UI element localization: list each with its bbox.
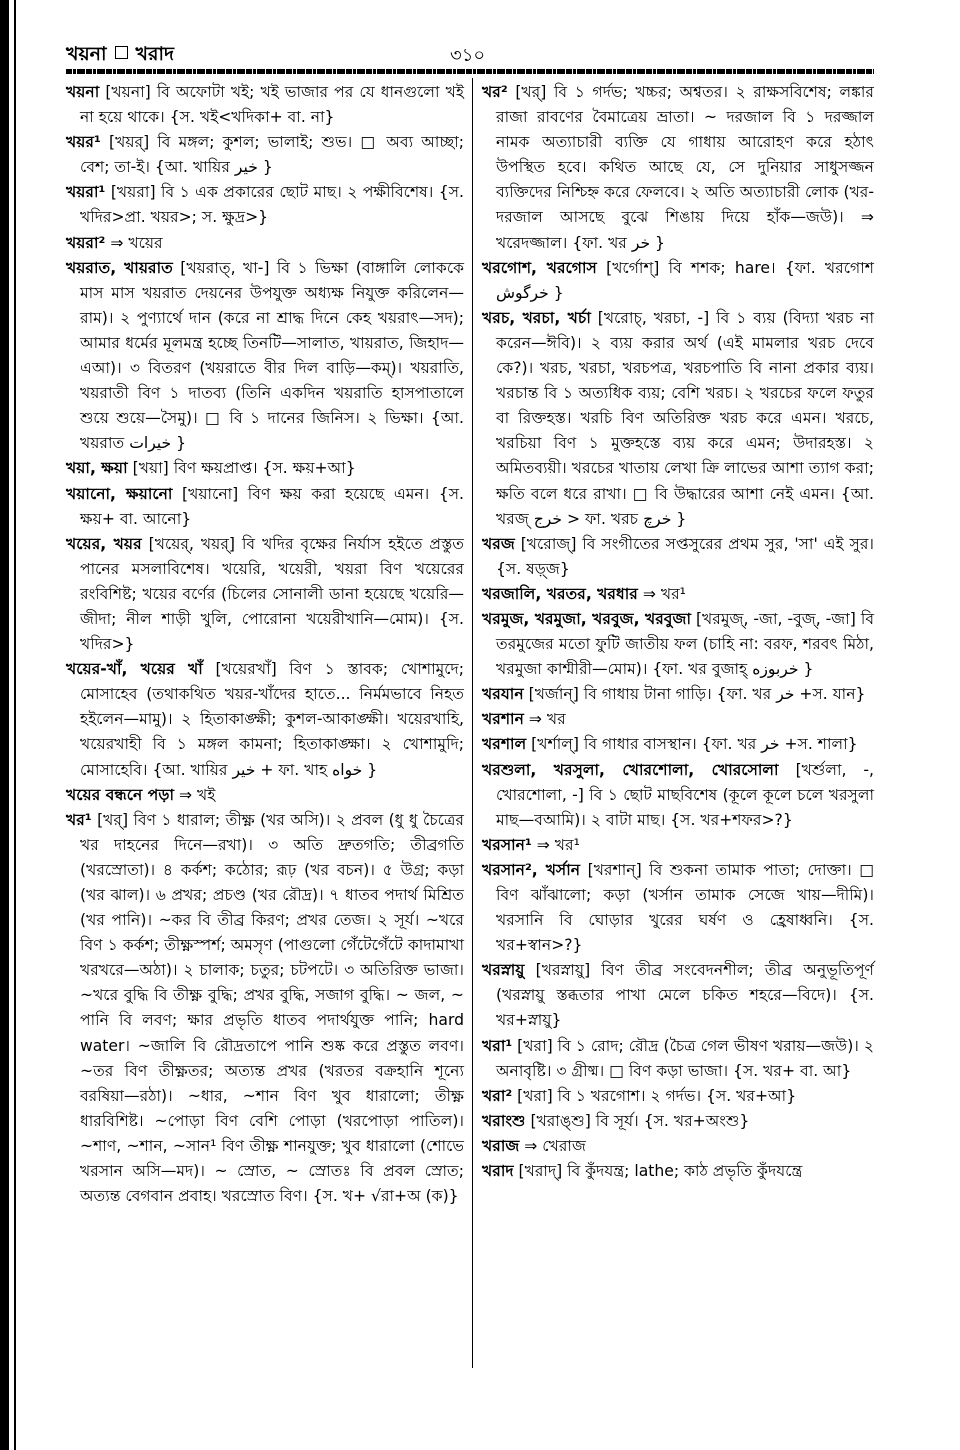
entry-definition: [খরোচ্, খরচা, -] বি ১ ব্যয় (বিদ্যা খরচ না করেন—ঈবি)। ২ ব্যয় করার অর্থ (এই মামলার খরচ দেবে কে?)। খরচ, খরচা, খরচপত্র, খরচপাতি বি নানা প্রকার ব্যয়। খরচান্ত বি ১ অত্যধিক ব্যয়; বেশি খরচ। ২ খরচের ফলে ফতুর বা রিক্তহস্ত। খরচি বিণ অতিরিক্ত খরচ করে এমন। খরচে, খরচিয়া বিণ ১ মুক্তহস্তে ব্যয় করে এমন; উদারহস্ত। ২ অমিতব্যয়ী। খরচের খাতায় লেখা ক্রি লাভের আশা ত্যাগ করা; ক্ষতি বলে ধরে রাখা। □ বি উদ্ধারের আশা নেই এমন। {আ. খরজ্ خرج > ফা. খরচ خرچ }: [496, 308, 874, 528]
guide-word-first: খয়না: [66, 43, 107, 65]
page-number: ৩১০: [450, 45, 486, 66]
dictionary-entry: [66, 482, 464, 532]
entry-headword: খরসান², খর্সান: [482, 860, 581, 879]
entry-headword: খয়র¹: [66, 133, 101, 152]
dictionary-entry: [66, 783, 464, 808]
entry-definition: [খরোজ্] বি সংগীতের সপ্তসুরের প্রথম সুর, 'সা' এই সুর। {স. ষড়্জ}: [496, 534, 874, 578]
dictionary-entry: [482, 582, 874, 607]
entry-definition: [খয়রাত্, খা-] বি ১ ভিক্ষা (বাঙ্গালি লোককে মাস মাস খয়রাত দেয়নের উপযুক্ত অধ্যক্ষ নিযুক্ত করিলেন—রাম)। ২ পুণ্যার্থে দান (করে না শ্রাদ্ধ দিনে কেহ খয়রাৎ—সদ); আমার ধর্মের মূলমন্ত্র হচ্ছে তিনটি—সালাত, খায়রাত, জিহাদ—এআ)। ৩ বিতরণ (খয়রাতে বীর দিল বাড়ি—কম্)। খয়রাতি, খয়রাতী বিণ ১ দাতব্য (তিনি একদিন খয়রাতি হাসপাতালে শুয়ে শুয়ে—সৈমু)। □ বি ১ দানের জিনিস। ২ ভিক্ষা। {আ. খয়রাত خيرات }: [80, 258, 464, 453]
guide-separator-box-icon: [115, 46, 128, 59]
entry-definition: [খরাদ্] বি কুঁদযন্ত্র; lathe; কাঠ প্রভৃতি কুঁদযন্ত্রে: [518, 1162, 803, 1181]
dictionary-entry: [482, 80, 874, 256]
dictionary-entry: [66, 456, 464, 481]
entry-definition: [খর্] বিণ ১ ধারাল; তীক্ষ্ণ (খর অসি)। ২ প্রবল (ধু ধু চৈত্রের খর দাহনের দিনে—রখা)। ৩ অতি দ্রুতগতি; তীব্রগতি (খরস্রোতা)। ৪ কর্কশ; কঠোর; রূঢ় (খর বচন)। ৫ উগ্র; কড়া (খর ঝাল)। ৬ প্রখর; প্রচণ্ড (খর রৌদ্র)। ৭ ধাতব পদার্থ মিশ্রিত (খর পানি)। ~কর বি তীব্র কিরণ; প্রখর তেজ। ২ সূর্য। ~খরে বিণ ১ কর্কশ; তীক্ষ্ণস্পর্শ; অমসৃণ (পাগুলো গেঁটেগেঁটে কাদামাখা খরখরে—অঠা)। ২ চালাক; চতুর; চটপটে। ৩ অতিরিক্ত ভাজা। ~খরে বুদ্ধি বি তীক্ষ্ণ বুদ্ধি; প্রখর বুদ্ধি, সজাগ বুদ্ধি। ~ জল, ~ পানি বি লবণ; ক্ষার প্রভৃতি ধাতব পদার্থযুক্ত পানি; hard water। ~জালি বি রৌদ্রতাপে পানি শুষ্ক করে প্রস্তুত লবণ। ~তর বিণ তীক্ষ্ণতর; অত্যন্ত প্রখর (খরতর বক্রহানি শূন্যে বরষিয়া—রঠা)। ~ধার, ~শান বিণ খুব ধারালো; তীক্ষ্ণ ধারবিশিষ্ট। ~পোড়া বিণ বেশি পোড়া (খরপোড়া পাতিল)। ~শাণ, ~শান, ~সান¹ বিণ তীক্ষ্ণ শানযুক্ত; খুব ধারালো (শোভে খরসান অসি—মদ)। ~ স্রোত, ~ স্রোতঃ বি প্রবল স্রোত; অত্যন্ত বেগবান প্রবাহ। খরস্রোত বিণ। {স. খ+ √রা+অ (ক)}: [80, 810, 464, 1206]
entry-headword: খয়রা²: [66, 233, 106, 252]
entry-headword: খর¹: [66, 810, 92, 829]
entry-headword: খরা²: [482, 1086, 513, 1105]
entry-headword: খরশাল: [482, 735, 527, 754]
entry-definition: [খর্জান্] বি গাধায় টানা গাড়ি। {ফা. খর خر +স. যান}: [528, 685, 866, 704]
dictionary-entry: [482, 958, 874, 1033]
entry-headword: খরমুজ, খরমুজা, খরবুজ, খরবুজা: [482, 609, 691, 628]
entry-definition: ⇒ খেরাজ: [524, 1136, 586, 1155]
entry-headword: খরাজ: [482, 1136, 520, 1155]
entry-definition: [খর্গোশ্] বি শশক; hare। {ফা. খরগোশ خرگوش }: [496, 258, 874, 302]
page-header: [66, 40, 874, 68]
entry-headword: খরগোশ, খরগোস: [482, 258, 597, 277]
entry-definition: [খরস্নায়ু] বিণ তীব্র সংবেদনশীল; তীব্র অনুভূতিপূর্ণ (খরস্নায়ু স্তব্ধতার পাখা মেলে চকিত শহরে—বিদে)। {স. খর+স্নায়ু}: [496, 961, 874, 1030]
entry-headword: খরজালি, খরতর, খরধার: [482, 584, 638, 603]
dictionary-entry: [66, 808, 464, 1210]
guide-word-last: খরাদ: [135, 43, 174, 65]
entry-definition: ⇒ খই: [178, 785, 216, 804]
dictionary-entry: [482, 758, 874, 833]
entry-headword: খয়রা¹: [66, 183, 106, 202]
entry-definition: [খরা] বি ১ খরগোশ। ২ গর্দভ। {স. খর+আ}: [517, 1086, 797, 1105]
dictionary-entry: [66, 231, 464, 256]
dictionary-entry: [66, 657, 464, 782]
guide-words: [66, 40, 174, 72]
dictionary-entry: [482, 833, 874, 858]
entry-definition: [খয়েরখাঁ] বিণ ১ স্তাবক; খোশামুদে; মোসাহেব (তথাকথিত খয়র-খাঁদের হাতে... নির্মমভাবে নিহত হইলেন—মামু)। ২ হিতাকাঙ্ক্ষী; কুশল-আকাঙ্ক্ষী। খয়েরখাহি, খয়েরখাহী বি ১ মঙ্গল কামনা; হিতাকাঙ্ক্ষা। ২ খোশামুদি; মোসাহেবি। {আ. খায়ির خير + ফা. খাহ خواه }: [80, 660, 464, 779]
entry-headword: খরস্নায়ু: [482, 961, 525, 980]
scan-edge-bar: [0, 0, 9, 1450]
entry-definition: [খয়র্] বি মঙ্গল; কুশল; ভালাই; শুভ। □ অব্য আচ্ছা; বেশ; তা-ই। {আ. খায়ির خير }: [80, 133, 464, 177]
dictionary-entry: [482, 306, 874, 532]
entry-definition: ⇒ খর: [528, 710, 566, 729]
entry-headword: খরসান¹: [482, 835, 532, 854]
dictionary-entry: [482, 707, 874, 732]
entry-definition: [খর্শুলা, -, খোরশোলা, -] বি ১ ছোট মাছবিশেষ (কূলে কূলে চলে খরসুলা মাছ—বআমি)। ২ বাটা মাছ। {স. খর+শফর>?}: [496, 760, 875, 829]
entry-headword: খরযান: [482, 685, 524, 704]
entry-definition: [খর্] বি ১ গর্দভ; খচ্চর; অশ্বতর। ২ রাক্ষসবিশেষ; লঙ্কার রাজা রাবণের বৈমাত্রেয় ভ্রাতা। ~ দরজাল বি ১ দরজ্জাল নামক অত্যাচারী ব্যক্তি যে গাধায় আরোহণ করে হঠাৎ উপস্থিত হবে। কথিত আছে যে, সে দুনিয়ার সাধুসজ্জন ব্যক্তিদের নিশ্চিহ্ন করে ফেলবে। ২ অতি অত্যাচারী লোক (খর-দরজাল আসছে বুঝে শিঙায় দিয়ে হাঁক—জউ)। ⇒ খরেদজ্জাল। {ফা. খর خر }: [496, 83, 874, 252]
entry-headword: খরশুলা, খরসুলা, খোরশোলা, খোরসোলা: [482, 760, 779, 779]
dictionary-entry: [482, 532, 874, 582]
entry-headword: খয়ের বন্ধনে পড়া: [66, 785, 174, 804]
entry-definition: [খরাঙ্শু] বি সূর্য। {স. খর+অংশু}: [530, 1111, 750, 1130]
dictionary-entry: [482, 1109, 874, 1134]
entry-headword: খরাংশু: [482, 1111, 526, 1130]
entry-headword: খরজ: [482, 534, 515, 553]
entry-definition: [খরমুজ্, -জা, -বুজ্, -জা] বি তরমুজের মতো ফুটি জাতীয় ফল (চাহি না: বরফ, শরবৎ মিঠা, খরমুজা কাশ্মীরী—মোম)। {ফা. খর বুজাহ্ خربوزه }: [496, 609, 874, 679]
dictionary-entry: [66, 532, 464, 657]
entry-headword: খরচ, খরচা, খর্চা: [482, 308, 591, 327]
entry-definition: [খয়ানো] বিণ ক্ষয় করা হয়েছে এমন। {স. ক্ষয়+ বা. আনো}: [80, 484, 464, 528]
column-divider: [472, 78, 473, 1368]
entry-headword: খয়ানো, ক্ষয়ানো: [66, 484, 173, 503]
entry-headword: খয়ের-খাঁ, খয়ের খাঁ: [66, 660, 203, 679]
dictionary-entry: [482, 607, 874, 682]
entry-headword: খর²: [482, 83, 508, 101]
dictionary-entry: [482, 1159, 874, 1184]
dictionary-entry: [66, 256, 464, 457]
header-decorative-rule: [66, 69, 874, 74]
entry-headword: খয়ের, খয়র: [66, 534, 142, 553]
entry-headword: খরা¹: [482, 1036, 513, 1055]
right-column: [482, 80, 874, 1184]
entry-definition: [খয়ের্, খয়র্] বি খদির বৃক্ষের নির্যাস হইতে প্রস্তুত পানের মসলাবিশেষ। খয়েরি, খয়েরী, খয়রা বিণ খয়েরের রংবিশিষ্ট; খয়ের বর্ণের (চিলের সোনালী ডানা হয়েছে খয়েরি—জীদা; নীল শাড়ী খুলি, পোরোনা খয়েরীখানি—মোম)। {স. খদির>}: [80, 534, 464, 654]
dictionary-entry: [482, 682, 874, 707]
entry-definition: [খয়া] বিণ ক্ষয়প্রাপ্ত। {স. ক্ষয়+আ}: [132, 459, 356, 478]
left-column: [66, 80, 464, 1209]
scan-edge-line: [14, 0, 16, 1450]
entry-headword: খয়রাত, খায়রাত: [66, 258, 173, 277]
entry-definition: [খর্শাল্] বি গাধার বাসস্থান। {ফা. খর خر +স. শালা}: [531, 735, 858, 754]
entry-definition: ⇒ খর¹: [642, 584, 686, 603]
entry-definition: [খয়রা] বি ১ এক প্রকারের ছোট মাছ। ২ পক্ষীবিশেষ। {স. খদির>প্রা. খয়র>; স. ক্ষুদ্র>}: [80, 183, 464, 227]
dictionary-entry: [482, 1034, 874, 1084]
entry-headword: খয়া, ক্ষয়া: [66, 459, 128, 478]
entry-definition: [খয়না] বি অফোটা খই; খই ভাজার পর যে ধানগুলো খই না হয়ে থাকে। {স. খই<খদিকা+ বা. না}: [80, 83, 464, 127]
dictionary-entry: [66, 80, 464, 130]
dictionary-entry: [482, 1084, 874, 1109]
entry-definition: [খরশান্] বি শুকনা তামাক পাতা; দোক্তা। □ বিণ ঝাঁঝালো; কড়া (খর্সান তামাক সেজে খায়—দীমি)। খরসানি বি ঘোড়ার খুরের ঘর্ষণ ও হ্রেষাধ্বনি। {স. খর+স্বান>?}: [496, 860, 874, 955]
entry-definition: [খরা] বি ১ রোদ; রৌদ্র (চৈত্র গেল ভীষণ খরায়—জউ)। ২ অনাবৃষ্টি। ৩ গ্রীষ্ম। □ বিণ কড়া ভাজা। {স. খর+ বা. আ}: [496, 1036, 874, 1080]
entry-definition: ⇒ খর¹: [536, 835, 580, 854]
entry-headword: খয়না: [66, 83, 100, 101]
dictionary-entry: [482, 256, 874, 306]
entry-headword: খরাদ: [482, 1162, 514, 1181]
dictionary-entry: [482, 858, 874, 958]
entry-headword: খরশান: [482, 710, 524, 729]
entry-definition: ⇒ খয়ের: [110, 233, 163, 252]
dictionary-entry: [482, 732, 874, 757]
dictionary-entry: [66, 130, 464, 180]
dictionary-entry: [66, 180, 464, 230]
dictionary-entry: [482, 1134, 874, 1159]
